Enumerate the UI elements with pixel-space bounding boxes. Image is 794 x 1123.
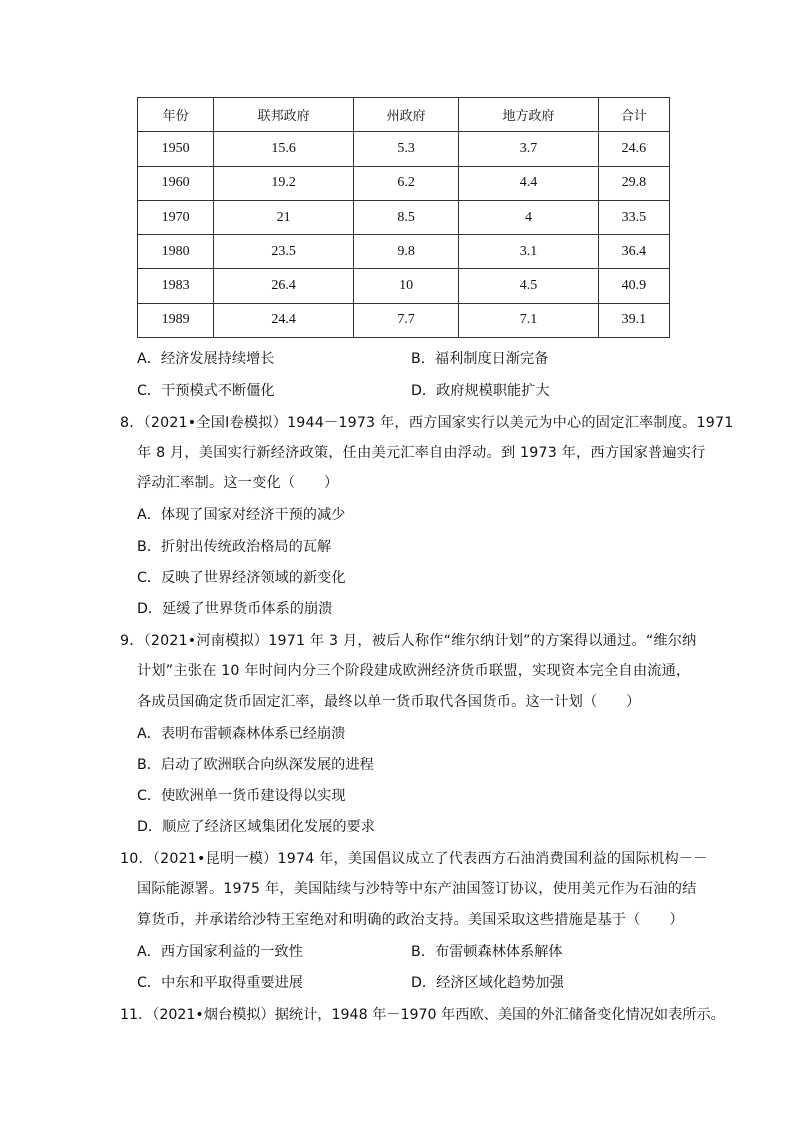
q9-option-b[interactable]: B．启动了欧洲联合向纵深发展的进程 [137, 757, 374, 773]
table-cell: 36.4 [598, 235, 669, 269]
table-cell: 7.7 [353, 303, 458, 337]
table-cell: 39.1 [598, 303, 669, 337]
table-cell: 3.7 [459, 132, 599, 166]
table-cell: 4.4 [459, 166, 599, 200]
table-cell: 26.4 [214, 269, 354, 303]
table-cell: 5.3 [353, 132, 458, 166]
q7-option-a[interactable]: A．经济发展持续增长 [137, 351, 275, 367]
q9-option-c[interactable]: C．使欧洲单一货币建设得以实现 [137, 788, 346, 804]
q9-stem-line: 9．（2021•河南模拟）1971 年 3 月，被后人称作“维尔纳计划”的方案得以通过。“维尔纳 [120, 633, 697, 649]
table-cell: 15.6 [214, 132, 354, 166]
q9-stem-line: 各成员国确定货币固定汇率，最终以单一货币取代各国货币。这一计划（ ） [137, 694, 641, 710]
table-cell: 8.5 [353, 200, 458, 234]
table-header-cell: 合计 [598, 98, 669, 132]
table-row [138, 269, 670, 303]
table-header-cell: 州政府 [353, 98, 458, 132]
table-cell: 40.9 [598, 269, 669, 303]
q9-option-a[interactable]: A．表明布雷顿森林体系已经崩溃 [137, 726, 346, 742]
table-cell: 21 [214, 200, 354, 234]
q11-stem-line: 11．（2021•烟台模拟）据统计，1948 年－1970 年西欧、美国的外汇储备变化情况如表所示。 [120, 1007, 725, 1023]
table-cell: 4 [459, 200, 599, 234]
table-row [138, 166, 670, 200]
q7-option-c[interactable]: C．干预模式不断僵化 [137, 383, 275, 399]
q8-option-b[interactable]: B．折射出传统政治格局的瓦解 [137, 539, 332, 555]
table-cell: 24.6 [598, 132, 669, 166]
table-row [138, 200, 670, 234]
table-cell: 4.5 [459, 269, 599, 303]
table-row [138, 235, 670, 269]
table-cell: 1950 [138, 132, 214, 166]
table-cell: 19.2 [214, 166, 354, 200]
q9-stem-line: 计划”主张在 10 年时间内分三个阶段建成欧洲经济货币联盟，实现资本完全自由流通， [137, 663, 691, 679]
spending-table [137, 97, 670, 338]
table-cell: 23.5 [214, 235, 354, 269]
q10-option-a[interactable]: A．西方国家利益的一致性 [137, 944, 303, 960]
table-header-row [138, 98, 670, 132]
table-cell: 24.4 [214, 303, 354, 337]
q10-stem-line: 算货币，并承诺给沙特王室绝对和明确的政治支持。美国采取这些措施是基于（ ） [137, 912, 684, 928]
q8-option-c[interactable]: C．反映了世界经济领域的新变化 [137, 570, 346, 586]
table-cell: 1960 [138, 166, 214, 200]
q8-option-a[interactable]: A．体现了国家对经济干预的减少 [137, 507, 346, 523]
table-cell: 1989 [138, 303, 214, 337]
table-cell: 10 [353, 269, 458, 303]
q9-option-d[interactable]: D．顺应了经济区域集团化发展的要求 [137, 819, 375, 835]
table-cell: 6.2 [353, 166, 458, 200]
table-cell: 33.5 [598, 200, 669, 234]
q10-option-c[interactable]: C．中东和平取得重要进展 [137, 975, 303, 991]
table-cell: 29.8 [598, 166, 669, 200]
q10-stem-line: 10．（2021•昆明一模）1974 年，美国倡议成立了代表西方石油消费国利益的国际机构－－ [120, 851, 708, 867]
table-cell: 1983 [138, 269, 214, 303]
table-cell: 1980 [138, 235, 214, 269]
table-cell: 3.1 [459, 235, 599, 269]
table-cell: 7.1 [459, 303, 599, 337]
q7-option-d[interactable]: D．政府规模职能扩大 [411, 383, 550, 399]
table-cell: 9.8 [353, 235, 458, 269]
q10-stem-line: 国际能源署。1975 年，美国陆续与沙特等中东产油国签订协议，使用美元作为石油的结 [137, 881, 697, 897]
q8-stem-line: 年 8 月，美国实行新经济政策，任由美元汇率自由浮动。到 1973 年，西方国家普遍实行 [137, 445, 706, 461]
q8-stem-line: 8．（2021•全国Ⅰ卷模拟）1944－1973 年，西方国家实行以美元为中心的固定汇率制度。1971 [120, 415, 734, 431]
table-header-cell: 地方政府 [459, 98, 599, 132]
table-row [138, 303, 670, 337]
table-row [138, 132, 670, 166]
q7-option-b[interactable]: B．福利制度日渐完备 [411, 351, 549, 367]
q8-stem-line: 浮动汇率制。这一变化（ ） [137, 475, 339, 491]
table-header-cell: 联邦政府 [214, 98, 354, 132]
q10-option-d[interactable]: D．经济区域化趋势加强 [411, 975, 564, 991]
table-header-cell: 年份 [138, 98, 214, 132]
q10-option-b[interactable]: B．布雷顿森林体系解体 [411, 944, 563, 960]
q8-option-d[interactable]: D．延缓了世界货币体系的崩溃 [137, 601, 333, 617]
table-cell: 1970 [138, 200, 214, 234]
